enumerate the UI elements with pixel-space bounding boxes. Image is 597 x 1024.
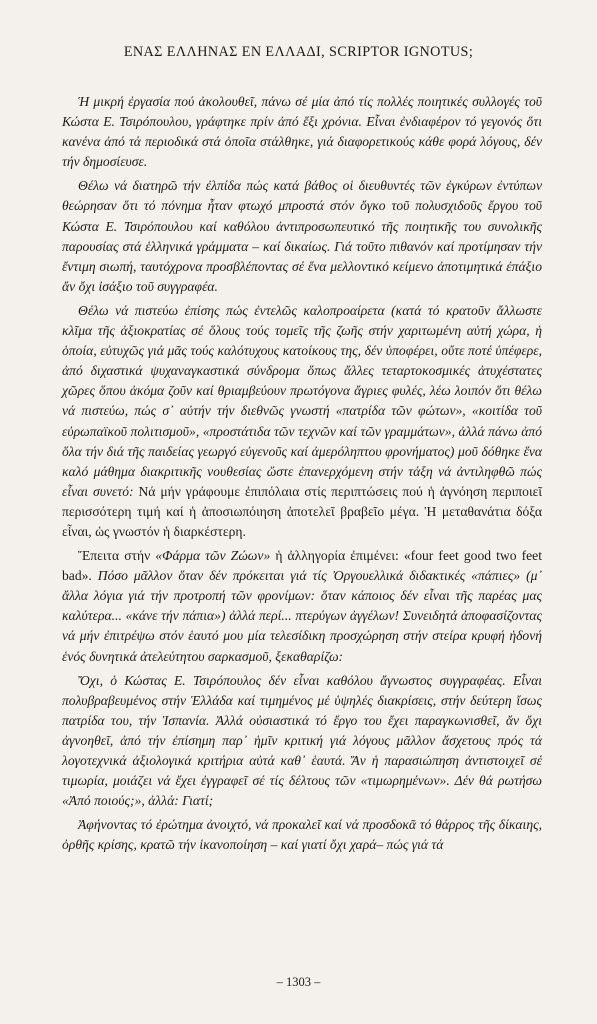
running-title: ΕΝΑΣ ΕΛΛΗΝΑΣ ΕΝ ΕΛΛΑΔΙ, SCRIPTOR IGNOTUS; [123, 44, 474, 60]
text-segment: Ἔπειτα στήν [78, 548, 156, 564]
paragraph [62, 815, 542, 855]
text-segment: Θέλω νά πιστεύω ἐπίσης πώς ἐντελῶς καλοπροαίρετα (κατά τό κρατοῦν ἄλλωστε κλῖμα τῆς ἀξιοκρατίας σέ ὅλους τούς τομεῖς τῆς ζωῆς στήν χαριτωμένη αὐτή χώρα, ἡ ὁποία, εὐτυχῶς γιά μᾶς τούς καλότυχους κατοίκους της, δέν ὑποφέρει, οὔτε ποτέ ὑπέφερε, ἀπό διχαστικά ψυχαναγκαστικά σύνδρομα ὅπως ἄλλες τεταρτοκοσμικές ἀτυχέστατες χῶρες ὅπου ἀκόμα ζοῦν καί θριαμβεύουν πρωτόγονα ἄγριες φυλές, λέω λοιπόν ὅτι θέλω νά πιστεύω, πώς σ᾽ αὐτήν τήν διεθνῶς γνωστή «πατρίδα τῶν φώτων», «κοιτίδα τοῦ εὐρωπαϊκοῦ πολιτισμοῦ», «προστάτιδα τῶν τεχνῶν καί τῶν γραμμάτων», ἀλλά πάνω ἀπό ὅλα τήν διά τῆς παιδείας γεωργό εὐγενοῦς καί ἀμερόληπτου φρονήματος) μοῦ δόθηκε ἕνα καλό μάθημα διακριτικῆς νουθεσίας ὥστε ἐπανερχόμενη στήν τάξη νά ἀντιληφθῶ πώς εἶναι συνετό: [62, 302, 542, 499]
text-segment: Θέλω νά διατηρῶ τήν ἐλπίδα πώς κατά βάθος οἱ διευθυντές τῶν ἐγκύρων ἐντύπων θεώρησαν ὅτι τό πόνημα ἦταν φτωχό μπροστά στόν ὄγκο τοῦ πολυσχιδοῦς ἔργου τοῦ Κώστα Ε. Τσιρόπουλου καί καθόλου ἀντιπροσωπευτικό τῆς ποιητικῆς του συνολικῆς παρουσίας στά ἑλληνικά γράμματα – καί δικαίως. Γιά τοῦτο πιθανόν καί προτίμησαν τήν ἔντιμη σιωπή, ταυτόχρονα προσβλέποντας σέ ἕνα μελλοντικό κείμενο ἀποτιμητικά ἐπάξιο ἄν ὄχι ἰσάξιο τοῦ συγγραφέα. [62, 178, 542, 294]
text-segment: Πόσο μᾶλλον ὅταν δέν πρόκειται γιά τίς Ὀργουελλικά διδακτικές «πάπιες» (μ᾽ ἄλλα λόγια γιά τήν προτροπή τῶν φρονίμων: ὅταν κάποιος δέν εἶναι τῆς παρέας μας καλύτερα... «κάνε τήν πάπια») ἀλλά περί... πτερύγων ἀγγέλων! Συνειδητά ἀποφασίζοντας νά μήν ἐπιτρέψω στόν ἑαυτό μου μία τελεσίδικη προσχώρηση στήν στείρα κρυφή ἡδονή ἑνός δυνητικά ἀτελεύτητου σαρκασμοῦ, ξεκαθαρίζω: [62, 568, 542, 664]
text-segment: Ἡ μικρή ἐργασία πού ἀκολουθεῖ, πάνω σέ μία ἀπό τίς πολλές ποιητικές συλλογές τοῦ Κώστα Ε. Τσιρόπουλου, γράφτηκε πρίν ἀπό ἕξι χρόνια. Εἶναι ἐνδιαφέρον τό γεγονός ὅτι κανένα ἀπό τά περιοδικά στά ὁποῖα στάλθηκε, γιά διαφορετικούς κάθε φορά λόγους, δέν τήν δημοσίευσε. [62, 94, 542, 170]
page-number: – 1303 – [276, 975, 321, 989]
paragraph [62, 301, 542, 542]
paragraph [62, 546, 542, 667]
text-segment: Ὄχι, ὁ Κώστας Ε. Τσιρόπουλος δέν εἶναι καθόλου ἄγνωστος συγγραφέας. Εἶναι πολυβραβευμένος στήν Ἑλλάδα καί τιμημένος μέ ὑψηλές διακρίσεις, στήν δεύτερη ἴσως πατρίδα του, τήν Ἱσπανία. Ἀλλά οὐσιαστικά τό ἔργο του ἔχει παραγκωνισθεῖ, ἄν ὄχι ἀγνοηθεῖ, ἀπό τήν ἐπίσημη παρ᾽ ἡμῖν κριτική γιά λόγους μᾶλλον ἄσχετους πρός τά λογοτεχνικά ἀξιολογικά κριτήρια αὐτά καθ᾽ ἑαυτά. Ἄν ἡ παρασιώπηση ἀντιστοιχεῖ σέ τιμωρία, μοιάζει νά ἔχει ἐγγραφεῖ σέ τίς δέλτους τῶν «τιμωρημένων». Δέν θά ρωτήσω «Ἀπό ποιούς;», ἀλλά: Γιατί; [62, 672, 542, 809]
text-segment: Ἀφήνοντας τό ἐρώτημα ἀνοιχτό, νά προκαλεῖ καί νά προσδοκᾶ τό θάρρος τῆς δίκαιης, ὀρθῆς κρίσης, κρατῶ τήν ἱκανοποίηση – καί γιατί ὄχι χαρά– πώς γιά τά [62, 817, 542, 853]
text-segment: Νά μήν γράφουμε ἐπιπόλαια στίς περιπτώσεις πού ἡ ἀγνόηση περιποιεῖ περισσότερη τιμή καί ἡ ἀποσιωπόιηση ἀποτελεῖ βραβεῖο μέγα. Ἡ μεταθανάτια δόξα εἶναι, ὡς γνωστόν ἡ διαρκέστερη. [62, 483, 542, 539]
paragraph [62, 92, 542, 172]
paragraph [62, 671, 542, 812]
text-segment: «Φάρμα τῶν Ζώων» [155, 548, 271, 564]
body-text [62, 92, 542, 859]
paragraph [62, 176, 542, 297]
text-segment: ἡ ἀλληγορία ἐπιμένει: «four feet good two feet bad». [62, 548, 542, 584]
